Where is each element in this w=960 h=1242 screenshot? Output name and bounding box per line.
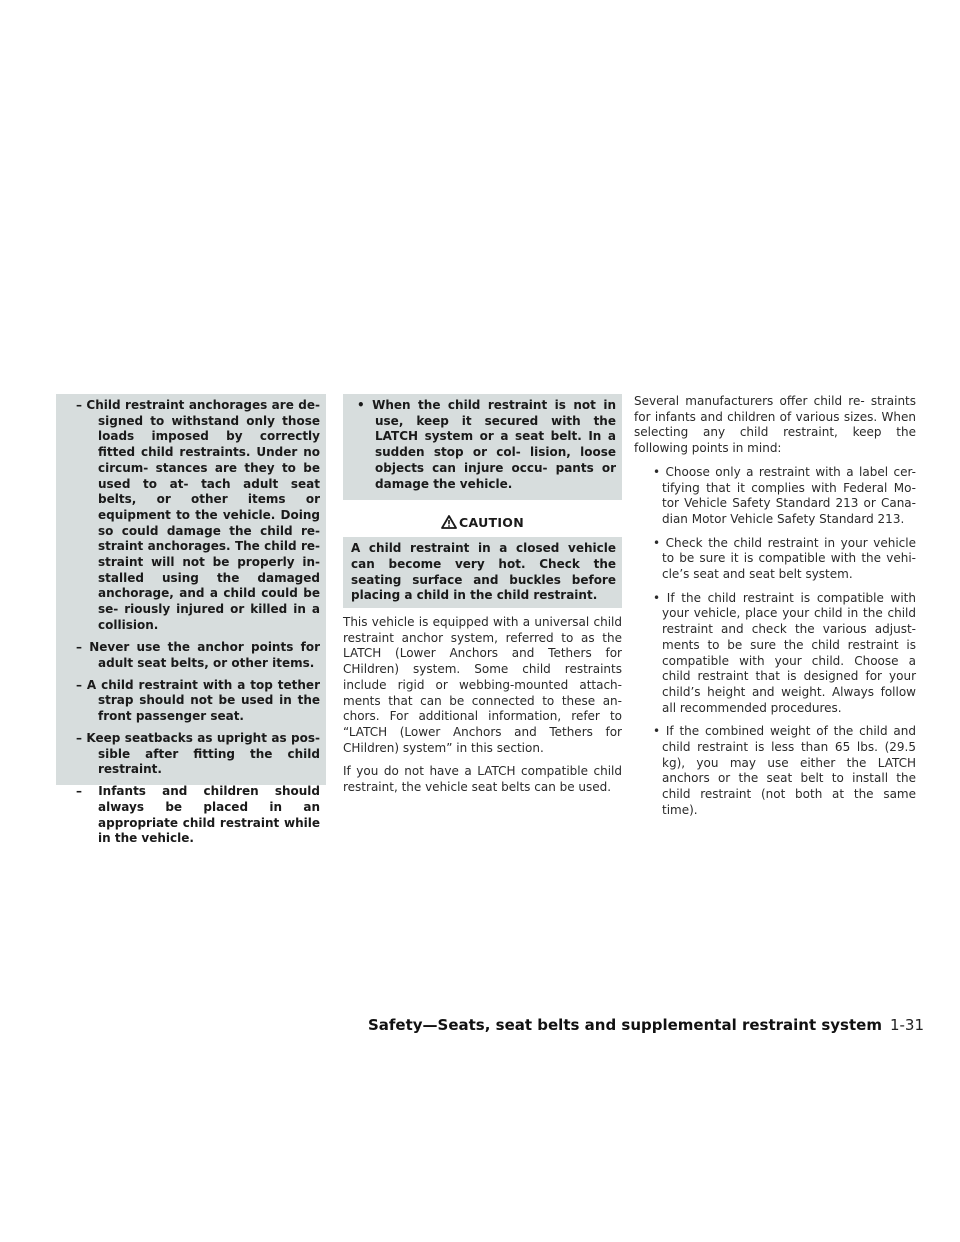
warning-item: – Keep seatbacks as upright as pos- sible after fitting the child restraint. bbox=[76, 730, 320, 777]
list-item: • If the child restraint is compatible with your vehicle, place your child in the child restraint and check the various adjust- ments to be sure the child restraint is compatible with your child. Choose a child restraint that is designed for your child’s height and weight. Always follow all recommended procedures. bbox=[653, 590, 916, 715]
latch-paragraph: This vehicle is equipped with a universal child restraint anchor system, referred to as the LATCH (Lower Anchors and Tethers for CHildren) system. Some child restraints include rigid or webbing-mounted attach- ments that can be connected to these an- chors. For additional information, refer to “LATCH (Lower Anchors and Tethers for CHildren) system” in this section. bbox=[343, 615, 622, 755]
warning-item: – Child restraint anchorages are de- signed to withstand only those loads imposed by correctly fitted child restraints. Under no circum- stances are they to be used to at- tach adult seat belts, or other items or equipment to the vehicle. Doing so could damage the child re- straint anchorages. The child re- straint will not be properly in- stalled using the damaged anchorage, and a child could be se- riously injured or killed in a collision. bbox=[76, 398, 320, 632]
caution-heading bbox=[343, 510, 622, 534]
seatbelt-paragraph: If you do not have a LATCH compatible child restraint, the vehicle seat belts can be used. bbox=[343, 764, 622, 795]
warning-triangle-icon bbox=[441, 515, 457, 529]
caution-box bbox=[343, 537, 622, 608]
warning-item: – Never use the anchor points for adult seat belts, or other items. bbox=[76, 639, 320, 670]
caution-text: A child restraint in a closed vehicle can become very hot. Check the seating surface and buckles before placing a child in the child restraint. bbox=[351, 541, 616, 603]
selection-intro: Several manufacturers offer child re- straints for infants and children of various sizes. When selecting any child restraint, keep the following points in mind: bbox=[634, 394, 916, 456]
list-item: • If the combined weight of the child and child restraint is less than 65 lbs. (29.5 kg), you may use either the LATCH anchors or the seat belt to install the child restraint (not both at the same time). bbox=[653, 724, 916, 817]
footer-section-title: Safety—Seats, seat belts and supplemental restraint system bbox=[367, 1016, 882, 1034]
page-number: 1-31 bbox=[889, 1016, 924, 1034]
warning-item: – A child restraint with a top tether strap should not be used in the front passenger seat. bbox=[76, 677, 320, 723]
warning-bullet: • When the child restraint is not in use, keep it secured with the LATCH system or a seat belt. In a sudden stop or col- lision, loose objects can injure occu- pants or damage the vehicle. bbox=[357, 398, 616, 491]
page-footer bbox=[0, 1015, 924, 1034]
caution-title: CAUTION bbox=[459, 514, 524, 530]
list-item: • Check the child restraint in your vehicle to be sure it is compatible with the vehi- cle’s seat and seat belt system. bbox=[653, 535, 916, 582]
list-item: • Choose only a restraint with a label cer- tifying that it complies with Federal Mo- tor Vehicle Safety Standard 213 or Cana- dian Motor Vehicle Safety Standard 213. bbox=[653, 464, 916, 526]
warning-box-anchorages bbox=[56, 394, 326, 846]
middle-column bbox=[343, 394, 622, 796]
warning-item: – Infants and children should always be placed in an appropriate child restraint while in the vehicle. bbox=[76, 784, 320, 846]
warning-box-latch bbox=[343, 394, 622, 500]
right-column bbox=[634, 394, 916, 819]
